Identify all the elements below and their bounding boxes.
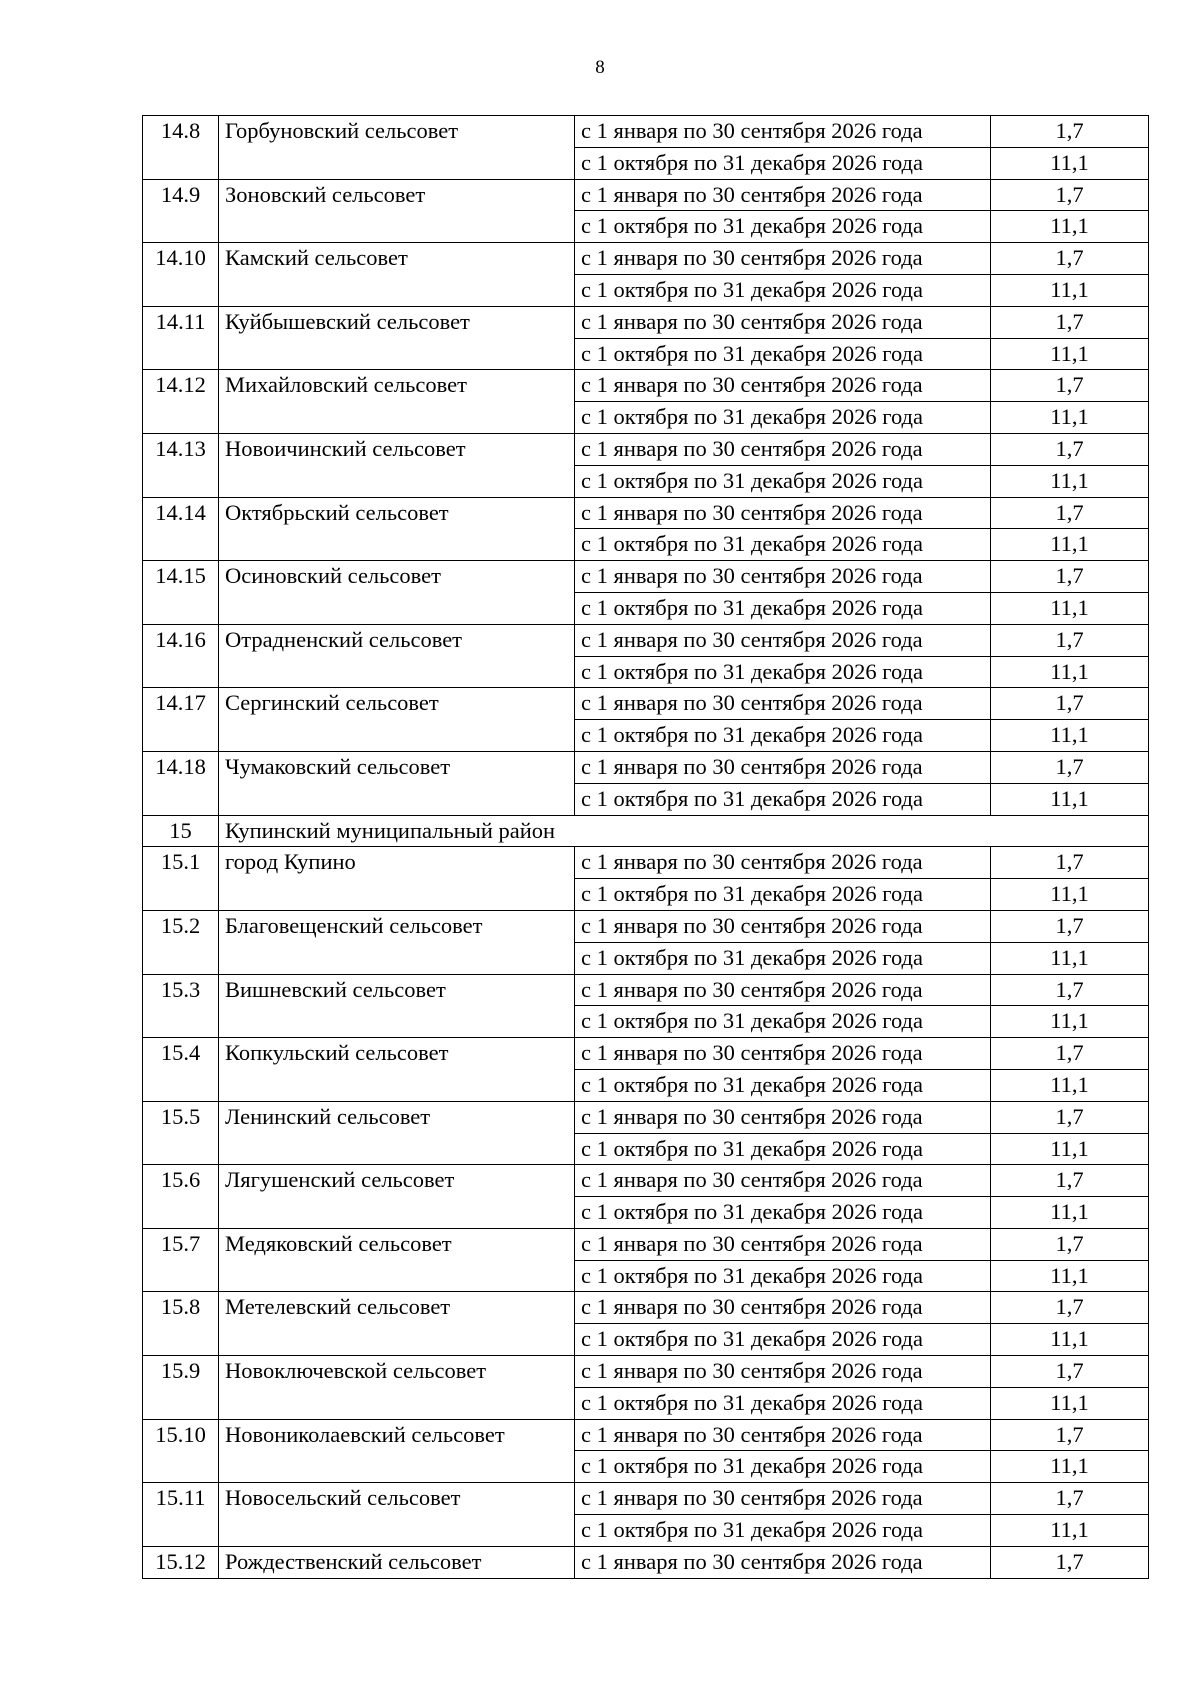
value-cell: 1,7: [991, 974, 1149, 1006]
row-number: 15.6: [143, 1165, 219, 1229]
row-number: 14.18: [143, 751, 219, 815]
row-number: 15.5: [143, 1101, 219, 1165]
territory-name: Ленинский сельсовет: [219, 1101, 575, 1165]
period-cell: с 1 января по 30 сентября 2026 года: [575, 688, 991, 720]
rates-table-body: [143, 116, 1149, 1579]
period-cell: с 1 октября по 31 декабря 2026 года: [575, 1069, 991, 1101]
territory-name: Новониколаевский сельсовет: [219, 1419, 575, 1483]
value-cell: 1,7: [991, 497, 1149, 529]
row-number: 15.7: [143, 1228, 219, 1292]
territory-name: Куйбышевский сельсовет: [219, 306, 575, 370]
value-cell: 11,1: [991, 402, 1149, 434]
value-cell: 11,1: [991, 1069, 1149, 1101]
period-cell: с 1 октября по 31 декабря 2026 года: [575, 529, 991, 561]
table-row: [143, 1356, 1149, 1388]
period-cell: с 1 октября по 31 декабря 2026 года: [575, 147, 991, 179]
territory-name: Осиновский сельсовет: [219, 561, 575, 625]
period-cell: с 1 января по 30 сентября 2026 года: [575, 910, 991, 942]
territory-name: Метелевский сельсовет: [219, 1292, 575, 1356]
table-row: [143, 1483, 1149, 1515]
table-row: [143, 815, 1149, 847]
value-cell: 11,1: [991, 1260, 1149, 1292]
period-cell: с 1 октября по 31 декабря 2026 года: [575, 1133, 991, 1165]
value-cell: 11,1: [991, 274, 1149, 306]
table-row: [143, 1292, 1149, 1324]
period-cell: с 1 октября по 31 декабря 2026 года: [575, 274, 991, 306]
territory-name: Горбуновский сельсовет: [219, 116, 575, 180]
row-number: 14.13: [143, 433, 219, 497]
value-cell: 1,7: [991, 433, 1149, 465]
table-row: [143, 306, 1149, 338]
period-cell: с 1 октября по 31 декабря 2026 года: [575, 1387, 991, 1419]
period-cell: с 1 января по 30 сентября 2026 года: [575, 1038, 991, 1070]
value-cell: 1,7: [991, 624, 1149, 656]
value-cell: 1,7: [991, 910, 1149, 942]
value-cell: 11,1: [991, 529, 1149, 561]
row-number: 15.8: [143, 1292, 219, 1356]
row-number: 14.9: [143, 179, 219, 243]
row-number: 15.11: [143, 1483, 219, 1547]
value-cell: 11,1: [991, 338, 1149, 370]
period-cell: с 1 января по 30 сентября 2026 года: [575, 1483, 991, 1515]
row-number: 14.16: [143, 624, 219, 688]
territory-name: Купинский муниципальный район: [219, 815, 1149, 847]
table-row: [143, 624, 1149, 656]
row-number: 14.10: [143, 243, 219, 307]
period-cell: с 1 января по 30 сентября 2026 года: [575, 974, 991, 1006]
value-cell: 11,1: [991, 1133, 1149, 1165]
value-cell: 1,7: [991, 1292, 1149, 1324]
period-cell: с 1 января по 30 сентября 2026 года: [575, 624, 991, 656]
period-cell: с 1 октября по 31 декабря 2026 года: [575, 1324, 991, 1356]
period-cell: с 1 января по 30 сентября 2026 года: [575, 497, 991, 529]
value-cell: 1,7: [991, 306, 1149, 338]
period-cell: с 1 октября по 31 декабря 2026 года: [575, 783, 991, 815]
value-cell: 11,1: [991, 720, 1149, 752]
period-cell: с 1 января по 30 сентября 2026 года: [575, 847, 991, 879]
value-cell: 1,7: [991, 1228, 1149, 1260]
period-cell: с 1 января по 30 сентября 2026 года: [575, 1101, 991, 1133]
row-number: 15.9: [143, 1356, 219, 1420]
period-cell: с 1 января по 30 сентября 2026 года: [575, 370, 991, 402]
value-cell: 11,1: [991, 1387, 1149, 1419]
period-cell: с 1 января по 30 сентября 2026 года: [575, 1292, 991, 1324]
row-number: 15.1: [143, 847, 219, 911]
period-cell: с 1 января по 30 сентября 2026 года: [575, 1356, 991, 1388]
value-cell: 1,7: [991, 1038, 1149, 1070]
value-cell: 1,7: [991, 116, 1149, 148]
value-cell: 1,7: [991, 1356, 1149, 1388]
territory-name: Копкульский сельсовет: [219, 1038, 575, 1102]
territory-name: Чумаковский сельсовет: [219, 751, 575, 815]
value-cell: 11,1: [991, 1006, 1149, 1038]
territory-name: Лягушенский сельсовет: [219, 1165, 575, 1229]
table-row: [143, 1419, 1149, 1451]
value-cell: 1,7: [991, 1483, 1149, 1515]
row-number: 15.10: [143, 1419, 219, 1483]
table-row: [143, 179, 1149, 211]
table-row: [143, 1165, 1149, 1197]
value-cell: 1,7: [991, 243, 1149, 275]
territory-name: Камский сельсовет: [219, 243, 575, 307]
period-cell: с 1 января по 30 сентября 2026 года: [575, 243, 991, 275]
table-row: [143, 1546, 1149, 1578]
table-row: [143, 243, 1149, 275]
period-cell: с 1 октября по 31 декабря 2026 года: [575, 656, 991, 688]
period-cell: с 1 октября по 31 декабря 2026 года: [575, 211, 991, 243]
table-row: [143, 370, 1149, 402]
period-cell: с 1 октября по 31 декабря 2026 года: [575, 1197, 991, 1229]
period-cell: с 1 октября по 31 декабря 2026 года: [575, 1515, 991, 1547]
table-row: [143, 497, 1149, 529]
table-row: [143, 688, 1149, 720]
period-cell: с 1 января по 30 сентября 2026 года: [575, 433, 991, 465]
row-number: 15.12: [143, 1546, 219, 1578]
table-row: [143, 1228, 1149, 1260]
value-cell: 11,1: [991, 1451, 1149, 1483]
period-cell: с 1 января по 30 сентября 2026 года: [575, 1546, 991, 1578]
table-row: [143, 433, 1149, 465]
value-cell: 11,1: [991, 656, 1149, 688]
value-cell: 1,7: [991, 1165, 1149, 1197]
territory-name: Рождественский сельсовет: [219, 1546, 575, 1578]
value-cell: 11,1: [991, 942, 1149, 974]
period-cell: с 1 января по 30 сентября 2026 года: [575, 179, 991, 211]
period-cell: с 1 октября по 31 декабря 2026 года: [575, 465, 991, 497]
territory-name: Зоновский сельсовет: [219, 179, 575, 243]
value-cell: 11,1: [991, 1324, 1149, 1356]
value-cell: 1,7: [991, 1419, 1149, 1451]
period-cell: с 1 октября по 31 декабря 2026 года: [575, 1006, 991, 1038]
row-number: 14.8: [143, 116, 219, 180]
table-row: [143, 561, 1149, 593]
value-cell: 1,7: [991, 751, 1149, 783]
value-cell: 11,1: [991, 783, 1149, 815]
row-number: 15.4: [143, 1038, 219, 1102]
table-row: [143, 910, 1149, 942]
row-number: 14.11: [143, 306, 219, 370]
territory-name: город Купино: [219, 847, 575, 911]
row-number: 15.2: [143, 910, 219, 974]
territory-name: Новоключевской сельсовет: [219, 1356, 575, 1420]
value-cell: 1,7: [991, 1101, 1149, 1133]
period-cell: с 1 января по 30 сентября 2026 года: [575, 306, 991, 338]
period-cell: с 1 октября по 31 декабря 2026 года: [575, 942, 991, 974]
table-row: [143, 751, 1149, 783]
value-cell: 11,1: [991, 147, 1149, 179]
row-number: 14.14: [143, 497, 219, 561]
value-cell: 1,7: [991, 688, 1149, 720]
value-cell: 11,1: [991, 879, 1149, 911]
period-cell: с 1 октября по 31 декабря 2026 года: [575, 879, 991, 911]
row-number: 14.17: [143, 688, 219, 752]
page-number: 8: [595, 57, 605, 78]
row-number: 14.15: [143, 561, 219, 625]
territory-name: Вишневский сельсовет: [219, 974, 575, 1038]
value-cell: 1,7: [991, 1546, 1149, 1578]
table-row: [143, 1038, 1149, 1070]
period-cell: с 1 октября по 31 декабря 2026 года: [575, 720, 991, 752]
territory-name: Благовещенский сельсовет: [219, 910, 575, 974]
period-cell: с 1 октября по 31 декабря 2026 года: [575, 1451, 991, 1483]
period-cell: с 1 января по 30 сентября 2026 года: [575, 751, 991, 783]
rates-table: [142, 115, 1149, 1579]
period-cell: с 1 января по 30 сентября 2026 года: [575, 561, 991, 593]
value-cell: 11,1: [991, 465, 1149, 497]
period-cell: с 1 октября по 31 декабря 2026 года: [575, 592, 991, 624]
value-cell: 1,7: [991, 561, 1149, 593]
territory-name: Сергинский сельсовет: [219, 688, 575, 752]
value-cell: 1,7: [991, 847, 1149, 879]
table-row: [143, 116, 1149, 148]
table-row: [143, 847, 1149, 879]
period-cell: с 1 января по 30 сентября 2026 года: [575, 1165, 991, 1197]
period-cell: с 1 октября по 31 декабря 2026 года: [575, 402, 991, 434]
value-cell: 11,1: [991, 592, 1149, 624]
territory-name: Михайловский сельсовет: [219, 370, 575, 434]
period-cell: с 1 октября по 31 декабря 2026 года: [575, 1260, 991, 1292]
territory-name: Медяковский сельсовет: [219, 1228, 575, 1292]
value-cell: 11,1: [991, 211, 1149, 243]
value-cell: 11,1: [991, 1515, 1149, 1547]
value-cell: 11,1: [991, 1197, 1149, 1229]
table-row: [143, 974, 1149, 1006]
table-row: [143, 1101, 1149, 1133]
territory-name: Новоичинский сельсовет: [219, 433, 575, 497]
territory-name: Октябрьский сельсовет: [219, 497, 575, 561]
row-number: 15: [143, 815, 219, 847]
value-cell: 1,7: [991, 370, 1149, 402]
period-cell: с 1 января по 30 сентября 2026 года: [575, 1419, 991, 1451]
period-cell: с 1 января по 30 сентября 2026 года: [575, 116, 991, 148]
period-cell: с 1 октября по 31 декабря 2026 года: [575, 338, 991, 370]
territory-name: Отрадненский сельсовет: [219, 624, 575, 688]
row-number: 14.12: [143, 370, 219, 434]
period-cell: с 1 января по 30 сентября 2026 года: [575, 1228, 991, 1260]
value-cell: 1,7: [991, 179, 1149, 211]
row-number: 15.3: [143, 974, 219, 1038]
territory-name: Новосельский сельсовет: [219, 1483, 575, 1547]
